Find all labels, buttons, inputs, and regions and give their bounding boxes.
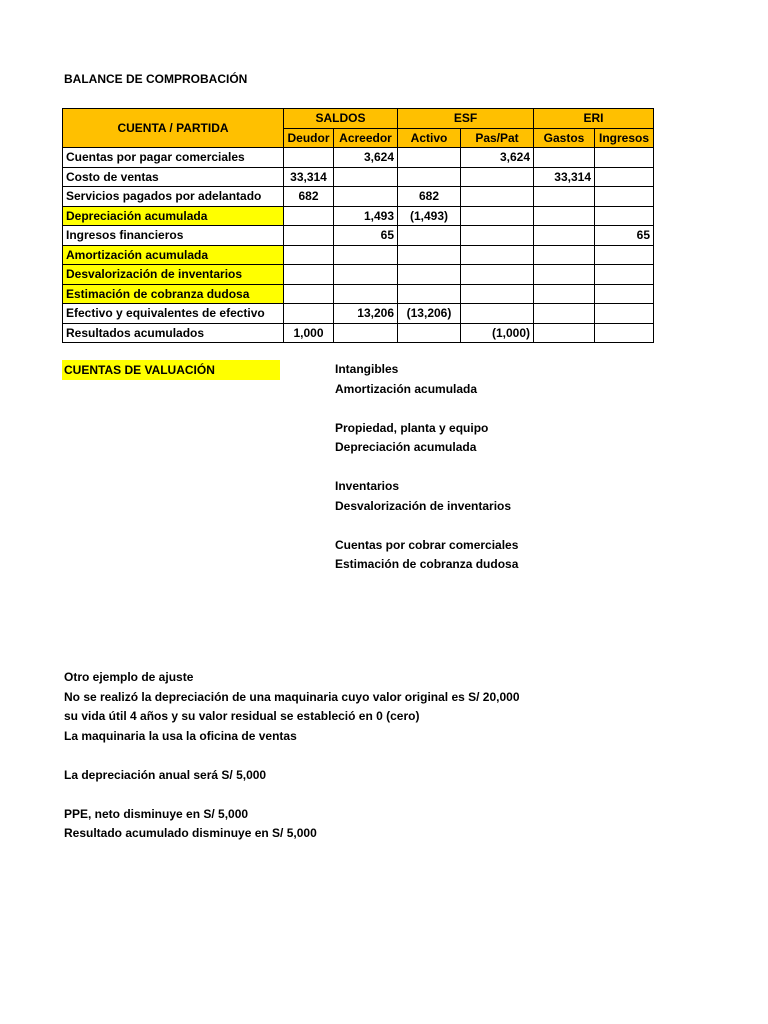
- subheader-paspat: Pas/Pat: [461, 128, 534, 148]
- cell-activo: [398, 265, 461, 285]
- cell-deudor: [284, 265, 334, 285]
- cell-paspat: [461, 304, 534, 324]
- subheader-ingresos: Ingresos: [595, 128, 654, 148]
- table-row: [63, 284, 654, 304]
- cell-deudor: [284, 148, 334, 168]
- cell-activo: [398, 245, 461, 265]
- cell-paspat: [461, 167, 534, 187]
- cell-paspat: [461, 206, 534, 226]
- cell-ingresos: 65: [595, 226, 654, 246]
- cell-ingresos: [595, 148, 654, 168]
- cell-paspat: [461, 284, 534, 304]
- cell-ingresos: [595, 304, 654, 324]
- cell-gastos: [534, 187, 595, 207]
- row-account: Servicios pagados por adelantado: [63, 187, 284, 207]
- row-account: Depreciación acumulada: [63, 206, 284, 226]
- cell-activo: [398, 323, 461, 343]
- cell-deudor: [284, 206, 334, 226]
- cell-paspat: (1,000): [461, 323, 534, 343]
- row-account: Resultados acumulados: [63, 323, 284, 343]
- valuation-contra: Desvalorización de inventarios: [335, 498, 512, 513]
- row-account: Efectivo y equivalentes de efectivo: [63, 304, 284, 324]
- header-cuenta: CUENTA / PARTIDA: [63, 109, 284, 148]
- cell-paspat: [461, 187, 534, 207]
- row-account: Ingresos financieros: [63, 226, 284, 246]
- cell-activo: [398, 148, 461, 168]
- cell-paspat: [461, 265, 534, 285]
- cell-acreedor: 13,206: [334, 304, 398, 324]
- cell-ingresos: [595, 206, 654, 226]
- valuation-label: CUENTAS DE VALUACIÓN: [62, 360, 280, 380]
- cell-gastos: [534, 148, 595, 168]
- row-account: Amortización acumulada: [63, 245, 284, 265]
- table-row: [63, 265, 654, 285]
- subheader-deudor: Deudor: [284, 128, 334, 148]
- cell-ingresos: [595, 167, 654, 187]
- table-row: [63, 148, 654, 168]
- cell-deudor: [284, 304, 334, 324]
- cell-gastos: [534, 206, 595, 226]
- table-row: [63, 226, 654, 246]
- cell-acreedor: [334, 187, 398, 207]
- subheader-activo: Activo: [398, 128, 461, 148]
- valuation-main: Inventarios: [335, 479, 400, 493]
- valuation-main: Intangibles: [335, 362, 399, 376]
- page-title: BALANCE DE COMPROBACIÓN: [64, 72, 248, 86]
- cell-acreedor: [334, 265, 398, 285]
- row-account: Desvalorización de inventarios: [63, 265, 284, 285]
- cell-ingresos: [595, 245, 654, 265]
- cell-paspat: [461, 226, 534, 246]
- row-account: Cuentas por pagar comerciales: [63, 148, 284, 168]
- cell-activo: (13,206): [398, 304, 461, 324]
- trial-balance-table: [62, 108, 654, 343]
- row-account: Costo de ventas: [63, 167, 284, 187]
- subheader-gastos: Gastos: [534, 128, 595, 148]
- cell-gastos: [534, 284, 595, 304]
- example-line: No se realizó la depreciación de una maquinaria cuyo valor original es S/ 20,000: [64, 689, 520, 704]
- cell-gastos: [534, 304, 595, 324]
- cell-paspat: 3,624: [461, 148, 534, 168]
- table-row: [63, 304, 654, 324]
- row-account: Estimación de cobranza dudosa: [63, 284, 284, 304]
- cell-activo: [398, 284, 461, 304]
- valuation-main: Cuentas por cobrar comerciales: [335, 537, 519, 552]
- cell-acreedor: 3,624: [334, 148, 398, 168]
- header-eri: ERI: [534, 109, 654, 129]
- cell-ingresos: [595, 265, 654, 285]
- cell-acreedor: [334, 323, 398, 343]
- cell-gastos: [534, 245, 595, 265]
- annual-depreciation: La depreciación anual será S/ 5,000: [64, 767, 267, 782]
- subheader-acreedor: Acreedor: [334, 128, 398, 148]
- example-line: Otro ejemplo de ajuste: [64, 670, 194, 684]
- table-row: [63, 323, 654, 343]
- header-esf: ESF: [398, 109, 534, 129]
- effect-line: Resultado acumulado disminuye en S/ 5,000: [64, 826, 317, 840]
- cell-deudor: [284, 245, 334, 265]
- table-row: [63, 187, 654, 207]
- cell-paspat: [461, 245, 534, 265]
- example-line: La maquinaria la usa la oficina de ventas: [64, 728, 297, 743]
- cell-ingresos: [595, 187, 654, 207]
- cell-deudor: 1,000: [284, 323, 334, 343]
- table-row: [63, 206, 654, 226]
- cell-deudor: [284, 226, 334, 246]
- valuation-contra: Depreciación acumulada: [335, 440, 477, 454]
- header-saldos: SALDOS: [284, 109, 398, 129]
- effect-line: PPE, neto disminuye en S/ 5,000: [64, 806, 249, 821]
- table-row: [63, 167, 654, 187]
- cell-activo: (1,493): [398, 206, 461, 226]
- cell-ingresos: [595, 323, 654, 343]
- valuation-list: [335, 360, 518, 575]
- cell-activo: [398, 226, 461, 246]
- cell-gastos: [534, 323, 595, 343]
- cell-deudor: [284, 284, 334, 304]
- cell-deudor: 682: [284, 187, 334, 207]
- valuation-contra: Estimación de cobranza dudosa: [335, 557, 519, 571]
- cell-gastos: [534, 265, 595, 285]
- cell-ingresos: [595, 284, 654, 304]
- cell-activo: [398, 167, 461, 187]
- cell-activo: 682: [398, 187, 461, 207]
- cell-gastos: 33,314: [534, 167, 595, 187]
- example-block: [64, 668, 520, 844]
- cell-acreedor: [334, 284, 398, 304]
- valuation-main: Propiedad, planta y equipo: [335, 420, 489, 435]
- example-line: su vida útil 4 años y su valor residual se estableció en 0 (cero): [64, 709, 420, 723]
- table-row: [63, 245, 654, 265]
- cell-gastos: [534, 226, 595, 246]
- cell-acreedor: 1,493: [334, 206, 398, 226]
- valuation-contra: Amortización acumulada: [335, 381, 478, 396]
- cell-acreedor: [334, 245, 398, 265]
- cell-acreedor: 65: [334, 226, 398, 246]
- cell-deudor: 33,314: [284, 167, 334, 187]
- cell-acreedor: [334, 167, 398, 187]
